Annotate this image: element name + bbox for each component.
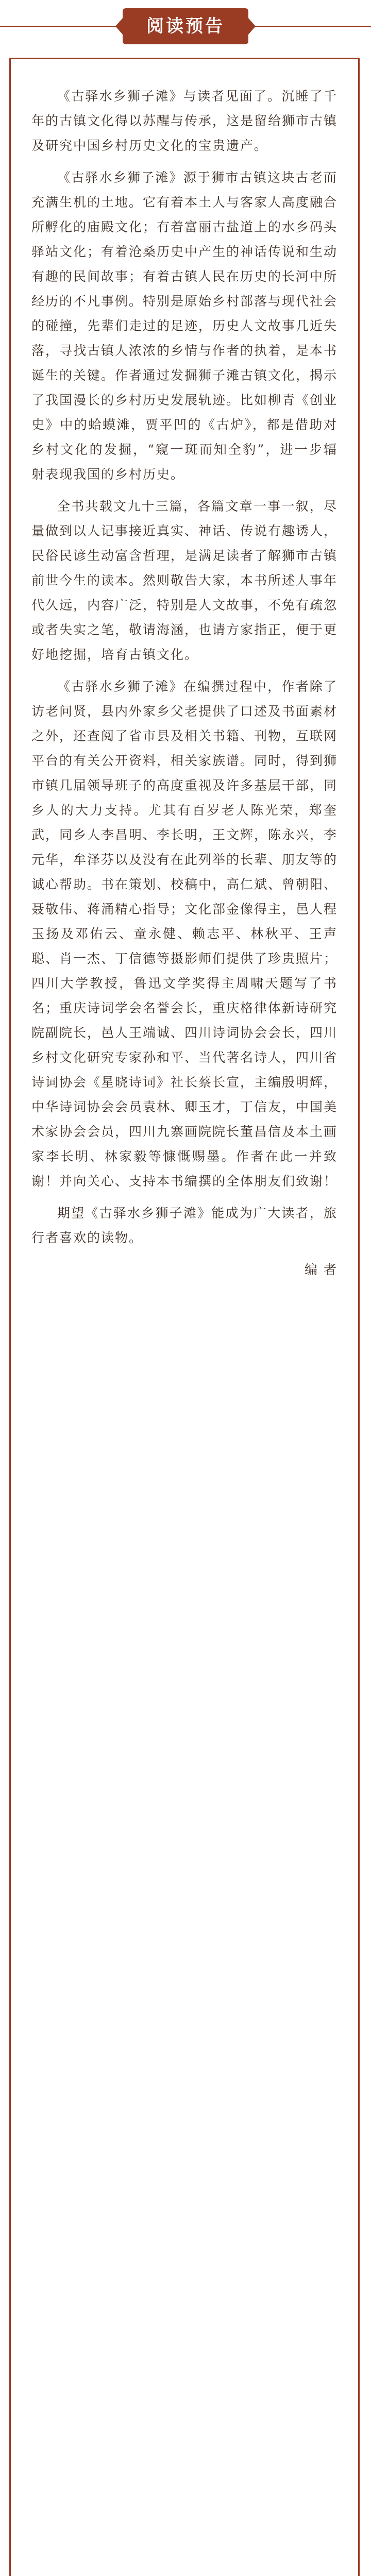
article-paragraph-3: 全书共载文九十三篇，各篇文章一事一叙，尽量做到以人记事接近真实、神话、传说有趣诱人，民俗民谚生动富含哲理，是满足读者了解狮市古镇前世今生的读本。然则敬告大家，本书所述人事年代久远，内容广泛，特别是人文故事，不免有疏忽或者失实之笔，敬请海涵，也请方家指正，便于更好地挖掘，培育古镇文化。 xyxy=(31,499,338,662)
article-signature: 编 者 xyxy=(305,1262,338,1277)
article-paragraph-4: 《古驿水乡狮子滩》在编撰过程中，作者除了访老问贤，县内外家乡父老提供了口述及书面素材之外，还查阅了省市县及相关书籍、刊物，互联网平台的有关公开资料，相关家族谱。同时，得到狮市镇几届领导班子的高度重视及许多基层干部，同乡人的大力支持。尤其有百岁老人陈光荣，郑奎武，同乡人李昌明、李长明，王文辉，陈永兴，李元华，牟泽芬以及没有在此列举的长辈、朋友等的诚心帮助。书在策划、校稿中，高仁斌、曾朝阳、聂敬伟、蒋涌精心指导；文化部金像得主，邑人程玉扬及邓佑云、童永健、赖志平、林秋平、王声聪、肖一杰、丁信德等摄影师们提供了珍贵照片；四川大学教授，鲁迅文学奖得主周啸天题写了书名；重庆诗词学会名誉会长，重庆格律体新诗研究院副院长，邑人王端诚、四川诗词协会会长，四川乡村文化研究专家孙和平、当代著名诗人，四川省诗词协会《星晓诗词》社长蔡长宣，主编殷明辉，中华诗词协会会员袁林、卿玉才，丁信友，中国美术家协会会员，四川九寨画院院长董昌信及本土画家李长明、林家毅等慷慨赐墨。作者在此一并致谢！并向关心、支持本书编撰的全体朋友们致谢！ xyxy=(31,679,338,1189)
section-title-badge: 阅读预告 xyxy=(123,8,248,44)
page-header xyxy=(0,0,371,54)
article-box xyxy=(9,58,360,2576)
article-paragraph-5: 期望《古驿水乡狮子滩》能成为广大读者，旅行者喜欢的读物。 xyxy=(31,1206,338,1245)
article-paragraph-2: 《古驿水乡狮子滩》源于狮市古镇这块古老而充满生机的土地。它有着本土人与客家人高度融合所孵化的庙殿文化；有着富丽古盐道上的水乡码头驿站文化；有着沧桑历史中产生的神话传说和生动有趣的民间故事；有着古镇人民在历史的长河中所经历的不凡事例。特别是原始乡村部落与现代社会的碰撞，先辈们走过的足迹，历史人文故事几近失落，寻找古镇人浓浓的乡情与作者的执着，是本书诞生的关键。作者通过发掘狮子滩古镇文化，揭示了我国漫长的乡村历史发展轨迹。比如柳青《创业史》中的蛤蟆滩，贾平凹的《古炉》，都是借助对乡村文化的发掘，“窥一斑而知全豹”，进一步辐射表现我国的乡村历史。 xyxy=(31,170,338,482)
article-paragraph-1: 《古驿水乡狮子滩》与读者见面了。沉睡了千年的古镇文化得以苏醒与传承，这是留给狮市古镇及研究中国乡村历史文化的宝贵遗产。 xyxy=(31,89,338,153)
